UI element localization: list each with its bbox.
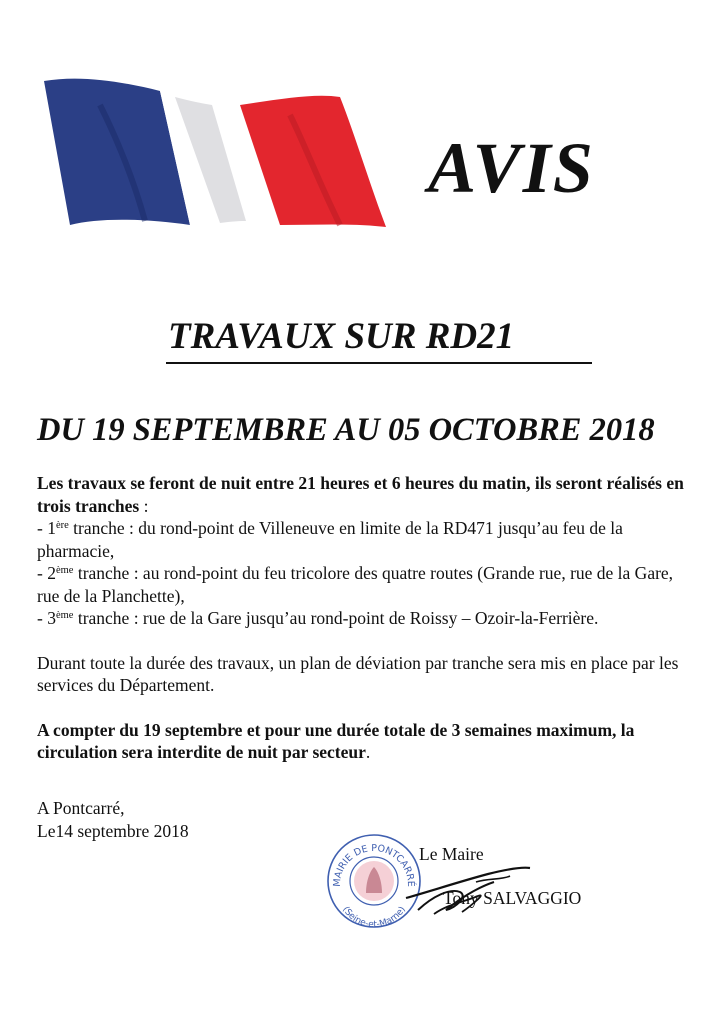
tranche-3-text: tranche : rue de la Gare jusqu’au rond-point de Roissy – Ozoir-la-Ferrière. [73,608,599,628]
tranche-3-num: - 3 [37,608,56,628]
circulation-text: A compter du 19 septembre et pour une durée totale de 3 semaines maximum, la circulation sera interdite de nuit par secteur [37,719,635,762]
french-flag-icon [40,75,390,235]
tranche-1-text: tranche : du rond-point de Villeneuve en limite de la RD471 jusqu’au feu de la pharmacie, [37,518,623,561]
signature-role: Le Maire [419,844,484,864]
avis-heading: AVIS [428,128,595,208]
tranche-2-sup: ème [55,565,74,576]
tranche-1-num: - 1 [37,518,56,538]
notice-body [37,472,695,764]
circulation-end: . [365,742,371,762]
date-range: DU 19 SEPTEMBRE AU 05 OCTOBRE 2018 [37,412,655,448]
tranche-3-sup: ème [55,610,74,621]
tranche-2-text: tranche : au rond-point du feu tricolore des quatre routes (Grande rue, rue de la Gare, rue de la Planchette), [37,563,674,606]
page-title: TRAVAUX SUR RD21 [168,316,515,357]
deviation-paragraph: Durant toute la durée des travaux, un plan de déviation par tranche sera mis en place par les services du Département. [37,652,679,695]
seal-text-top: MAIRIE DE PONTCARRÉ [331,842,417,888]
intro-text: Les travaux se feront de nuit entre 21 heures et 6 heures du matin, ils seront réalisés en trois tranches [37,473,684,516]
signature-name: Tony SALVAGGIO [443,888,582,908]
circulation-paragraph [37,719,695,764]
date-line: Le14 septembre 2018 [37,821,189,841]
tranche-2-num: - 2 [37,563,56,583]
tranche-1 [37,517,695,562]
tranche-3 [37,607,695,630]
title-underline [166,362,592,364]
tranche-2 [37,562,695,607]
signature-place [37,797,189,843]
place-line: A Pontcarré, [37,798,125,818]
seal-text-bottom: (Seine-et-Marne) [340,905,408,929]
handwritten-signature-icon [398,852,534,922]
intro-colon: : [139,495,149,516]
tranche-1-sup: ère [55,520,69,531]
intro-paragraph [37,472,695,517]
